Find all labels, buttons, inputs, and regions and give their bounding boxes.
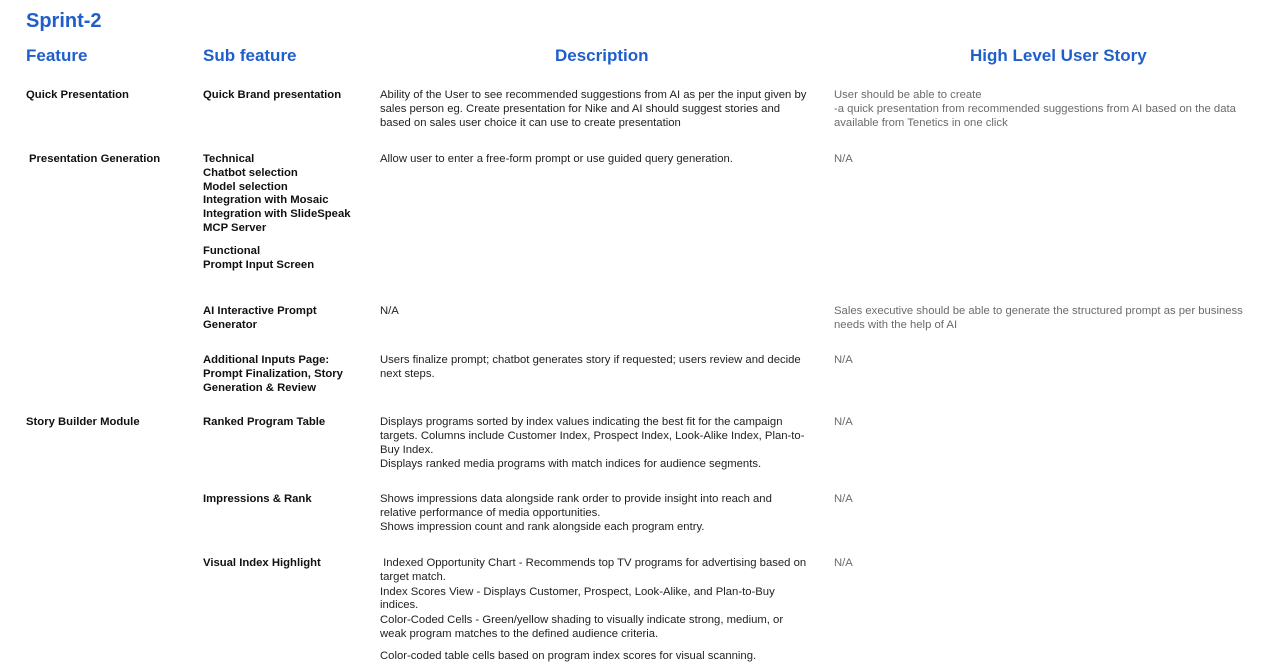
header-feature: Feature (26, 46, 88, 65)
user-story-cell: User should be able to create -a quick presentation from recommended suggestions from AI based on the data available from Tenetics in one click (834, 89, 1236, 129)
user-story-cell: N/A (834, 354, 853, 366)
sub-feature-cell: Quick Brand presentation (203, 89, 342, 101)
user-story-cell: N/A (834, 416, 853, 428)
feature-cell: Quick Presentation (26, 89, 129, 101)
sub-feature-cell: AI Interactive Prompt Generator (203, 305, 317, 331)
description-cell: Indexed Opportunity Chart - Recommends top TV programs for advertising based on target match. Index Scores View - Displays Customer, Prospect, Look-Alike, and Plan-to-Buy indices. Color-Coded Cells - Green/yellow shading to visually indicate strong, medium, or weak program matches to the defined audience criteria. Color-coded table cells based on program index scores for visual scanning. (380, 557, 810, 662)
description-cell: N/A (380, 305, 399, 317)
sub-feature-cell: Technical Chatbot selection Model selection Integration with Mosaic Integration with SlideSpeak MCP Server Functional Prompt Input Screen (203, 153, 351, 271)
description-cell: Displays programs sorted by index values indicating the best fit for the campaign targets. Columns include Customer Index, Prospect Index, Look-Alike Index, Plan-to-Buy Index. Displays ranked media programs with match indices for audience segments. (380, 416, 805, 471)
description-cell: Users finalize prompt; chatbot generates story if requested; users review and decide next steps. (380, 354, 801, 380)
sub-feature-cell: Additional Inputs Page: Prompt Finalization, Story Generation & Review (203, 354, 343, 394)
user-story-cell: N/A (834, 493, 853, 505)
user-story-cell: Sales executive should be able to generate the structured prompt as per business needs with the help of AI (834, 305, 1243, 331)
description-cell: Allow user to enter a free-form prompt or use guided query generation. (380, 153, 733, 165)
user-story-cell: N/A (834, 557, 853, 569)
header-sub-feature: Sub feature (203, 46, 297, 65)
description-cell: Ability of the User to see recommended suggestions from AI as per the input given by sales person eg. Create presentation for Nike and AI should suggest stories and based on sales user choice it can use to create presentation (380, 89, 807, 129)
feature-cell: Presentation Generation (29, 153, 161, 165)
header-user-story: High Level User Story (970, 46, 1147, 65)
description-cell: Shows impressions data alongside rank order to provide insight into reach and relative performance of media opportunities. Shows impression count and rank alongside each program entry. (380, 493, 772, 533)
sub-feature-cell: Impressions & Rank (203, 493, 312, 505)
sub-feature-cell: Visual Index Highlight (203, 557, 321, 569)
feature-cell: Story Builder Module (26, 416, 140, 428)
sub-feature-cell: Ranked Program Table (203, 416, 326, 428)
sprint-title: Sprint-2 (26, 10, 102, 32)
header-description: Description (555, 46, 649, 65)
user-story-cell: N/A (834, 153, 853, 165)
